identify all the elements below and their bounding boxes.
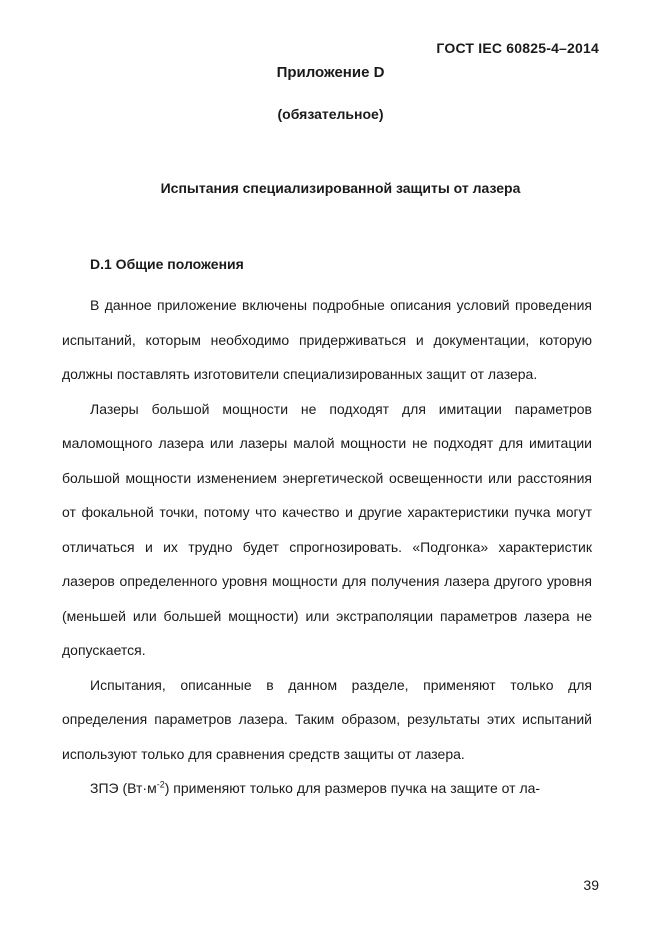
paragraph-suffix: ) применяют только для размеров пучка на защите от ла- [164, 780, 541, 796]
subsection-heading: D.1 Общие положения [90, 256, 244, 272]
standard-code: ГОСТ IEC 60825-4–2014 [436, 40, 599, 56]
appendix-title: Приложение D [276, 64, 385, 81]
section-heading: Испытания специализированной защиты от лазера [160, 180, 521, 196]
paragraph: В данное приложение включены подробные описания условий проведения испытаний, которым необходимо придерживаться и документации, которую должны поставлять изготовители специализированных защит от лазера. [62, 297, 592, 382]
superscript: -2 [156, 779, 165, 790]
paragraph: Испытания, описанные в данном разделе, применяют только для определения параметров лазера. Таким образом, результаты этих испытаний используют только для сравнения средств защиты от лазера. [62, 676, 592, 762]
paragraph-prefix: ЗПЭ (Вт·м [90, 780, 157, 796]
appendix-status: (обязательное) [277, 106, 384, 122]
paragraph: Лазеры большой мощности не подходят для имитации параметров маломощного лазера или лазеры малой мощности не подходят для имитации большой мощности изменением энергетической освещенности или расстояния от фокальной точки, потому что качество и другие характеристики пучка могут отличаться и их трудно будет спрогнозировать. «Подгонка» характеристик лазеров определенного уровня мощности для получения лазера другого уровня (меньшей или большей мощности) или экстраполяции параметров лазера не допускается. [62, 400, 592, 658]
body-text [62, 288, 592, 806]
paragraph-last [62, 771, 592, 806]
page-number: 39 [583, 877, 599, 893]
